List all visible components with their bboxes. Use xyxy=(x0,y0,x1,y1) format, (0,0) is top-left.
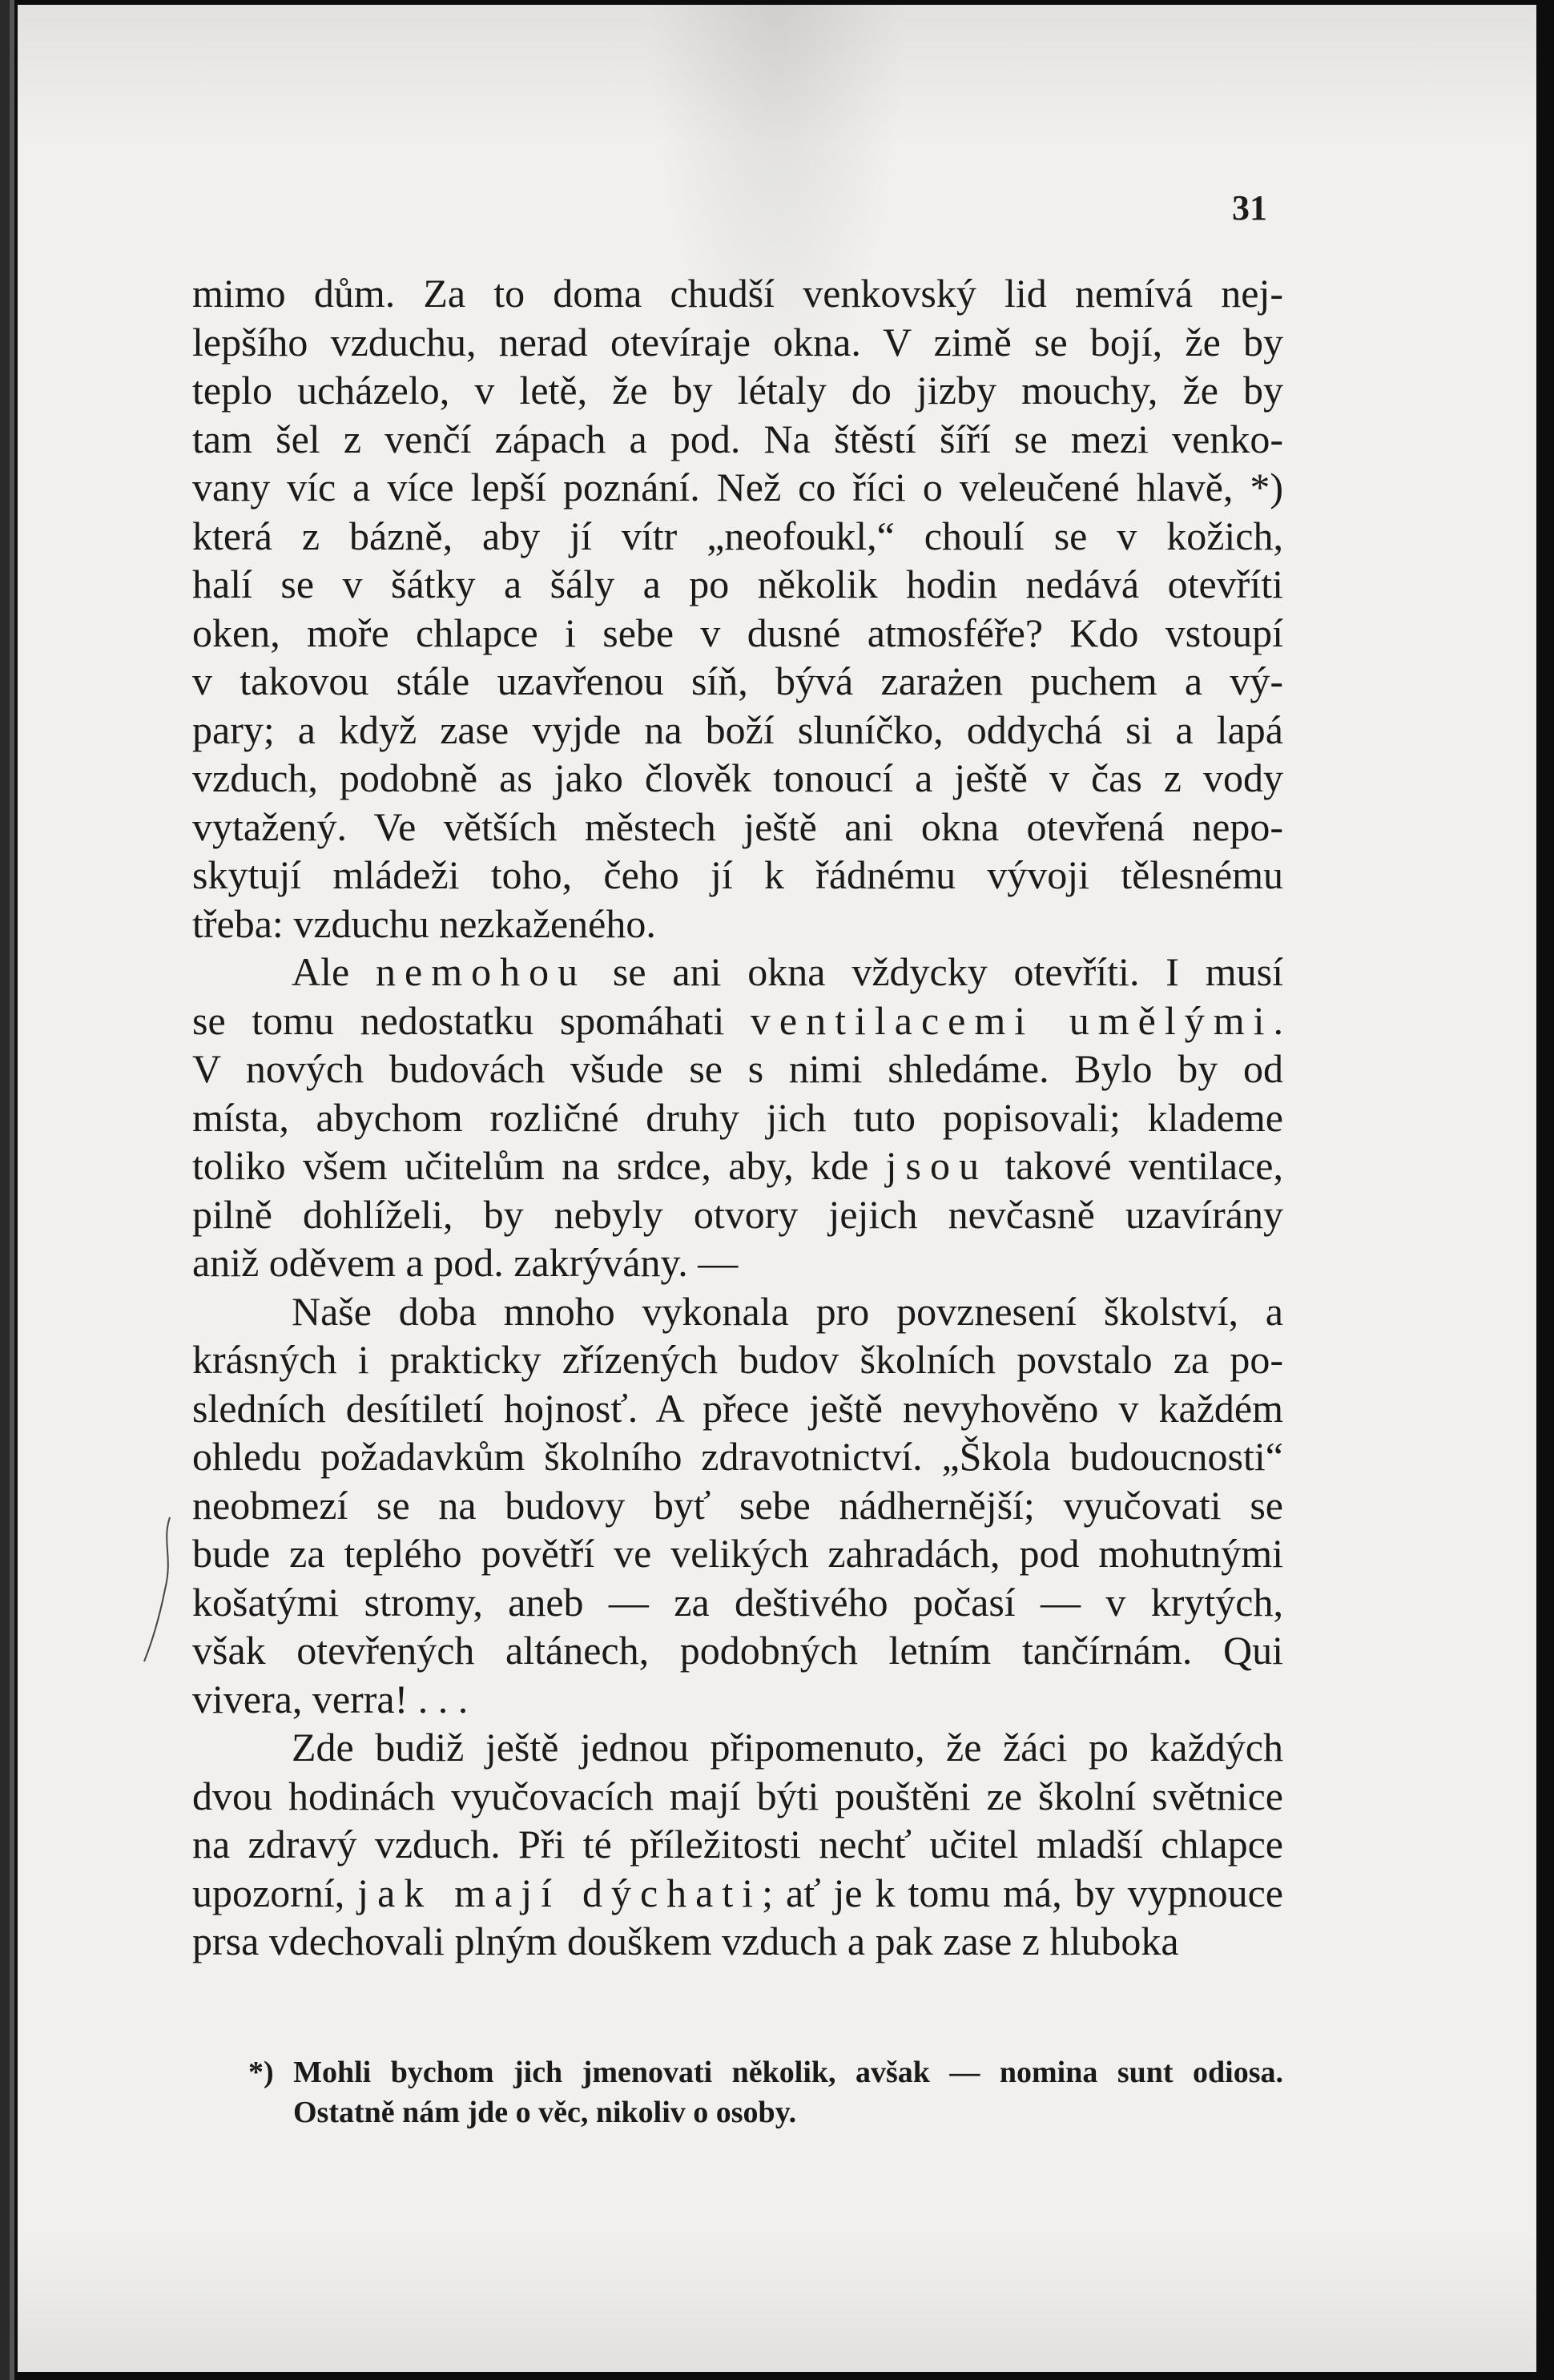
text-line: vany víc a více lepší poznání. Než co říci o veleučené hlavě, *) xyxy=(192,465,1283,509)
emphasized-text: ventilacemi umělými xyxy=(750,997,1274,1043)
text-line: Naše doba mnoho vykonala pro povznesení školství, a xyxy=(292,1288,1283,1334)
text-line xyxy=(192,1142,1283,1190)
text-line: lepšího vzduchu, nerad otevíraje okna. V zimě se bojí, že by xyxy=(192,319,1283,364)
text-line: bude za teplého povětří ve velikých zahradách, pod mohutnými xyxy=(192,1531,1283,1576)
book-page xyxy=(18,5,1536,2372)
text-line: oken, moře chlapce i sebe v dusné atmosféře? Kdo vstoupí xyxy=(192,610,1283,655)
emphasized-text: jak mají dýchati xyxy=(357,1870,763,1915)
text-line: vzduch, podobně as jako člověk tonoucí a ještě v čas z vody xyxy=(192,755,1283,800)
text-line: prsa vdechovali plným douškem vzduch a pak zase z hluboka xyxy=(192,1919,1179,1963)
text-segment: se ani okna vždycky otevříti. I musí xyxy=(586,949,1283,994)
text-line: pary; a když zase vyjde na boží sluníčko, oddychá si a lapá xyxy=(192,707,1283,752)
text-line: Zde budiž ještě jednou připomenuto, že žáci po každých xyxy=(292,1725,1283,1770)
text-line: aniž oděvem a pod. zakrývány. — xyxy=(192,1240,739,1285)
footnote-line-1: *) Mohli bychom jich jmenovati několik, avšak — nomina sunt odiosa. xyxy=(248,2056,1283,2089)
text-line xyxy=(192,1869,1283,1918)
text-line: sledních desítiletí hojnosť. A přece ještě nevyhověno v každém xyxy=(192,1385,1283,1431)
text-line: neobmezí se na budovy byť sebe nádhernější; vyučovati se xyxy=(192,1482,1283,1528)
text-segment: se tomu nedostatku spomáhati xyxy=(192,997,751,1043)
text-line: ohledu požadavkům školního zdravotnictví. „Škola budoucnosti“ xyxy=(192,1434,1283,1479)
text-line: teplo ucházelo, v letě, že by létaly do jizby mouchy, že by xyxy=(192,368,1283,413)
text-line: tam šel z venčí zápach a pod. Na štěstí šíří se mezi venko- xyxy=(192,416,1283,461)
text-line: vivera, verra! . . . xyxy=(192,1676,469,1722)
text-segment: takové ventilace, xyxy=(988,1143,1283,1188)
text-segment: ; ať je k tomu má, by vypnouce xyxy=(762,1870,1283,1915)
text-line xyxy=(192,948,1283,997)
text-segment: Ale xyxy=(292,949,376,994)
pencil-margin-mark xyxy=(138,1509,178,1669)
text-line: která z bázně, aby jí vítr „neofoukl,“ choulí se v kožich, xyxy=(192,513,1283,558)
text-line: skytují mládeži toho, čeho jí k řádnému vývoji tělesnému xyxy=(192,852,1283,897)
text-line: dvou hodinách vyučovacích mají býti pouštěni ze školní světnice xyxy=(192,1773,1283,1818)
text-line: třeba: vzduchu nezkaženého. xyxy=(192,900,656,946)
page-number: 31 xyxy=(1232,188,1267,228)
paragraph xyxy=(192,1723,1283,1966)
main-text xyxy=(192,269,1283,1966)
footnote-line-2: Ostatně nám jde o věc, nikoliv o osoby. xyxy=(293,2096,797,2129)
text-line: halí se v šátky a šály a po několik hodin nedává otevříti xyxy=(192,562,1283,606)
text-line: košatými stromy, aneb — za deštivého počasí — v krytých, xyxy=(192,1579,1283,1625)
text-line: V nových budovách všude se s nimi shledáme. Bylo by od xyxy=(192,1046,1283,1091)
paragraph xyxy=(192,948,1283,1287)
emphasized-text: nemohou xyxy=(376,949,587,994)
text-line: na zdravý vzduch. Při té příležitosti nechť učitel mladší chlapce xyxy=(192,1822,1283,1867)
text-segment: . xyxy=(1273,997,1283,1043)
paragraph xyxy=(192,1287,1283,1724)
emphasized-text: jsou xyxy=(885,1143,988,1188)
text-line xyxy=(192,997,1283,1045)
text-line: v takovou stále uzavřenou síň, bývá zarażen puchem a vý- xyxy=(192,658,1283,703)
text-segment: upozorní, xyxy=(192,1870,358,1915)
text-line: krásných i prakticky zřízených budov školních povstalo za po- xyxy=(192,1337,1283,1382)
text-segment: toliko všem učitelům na srdce, aby, kde xyxy=(192,1143,886,1188)
paragraphs-container xyxy=(192,269,1283,1966)
text-line: však otevřených altánech, podobných letním tančírnám. Qui xyxy=(192,1628,1283,1673)
text-line: pilně dohlíželi, by nebyly otvory jejich nevčasně uzavírány xyxy=(192,1191,1283,1237)
text-line: místa, abychom rozličné druhy jich tuto popisovali; klademe xyxy=(192,1094,1283,1140)
footnote xyxy=(248,2052,1283,2132)
paragraph xyxy=(192,269,1283,948)
text-line: mimo dům. Za to doma chudší venkovský lid nemívá nej- xyxy=(192,271,1283,316)
text-line: vytažený. Ve větších městech ještě ani okna otevřená nepo- xyxy=(192,803,1283,849)
